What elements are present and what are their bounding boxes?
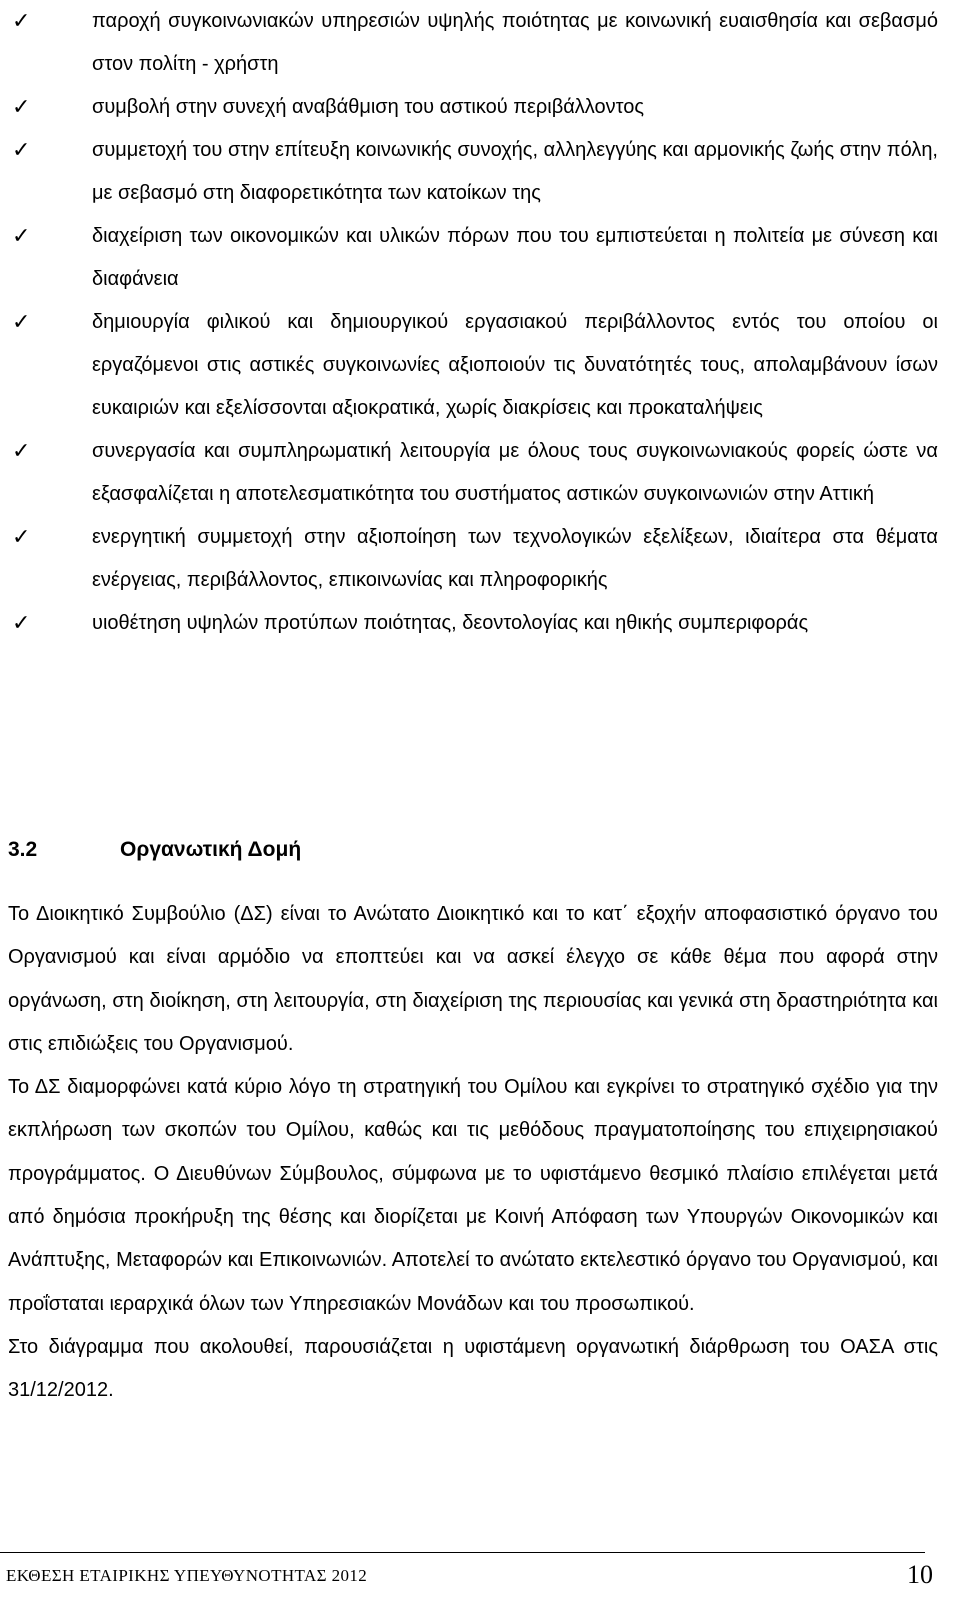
list-item-text: ενεργητική συμμετοχή στην αξιοποίηση των τεχνολογικών εξελίξεων, ιδιαίτερα στα θέματα ενέργειας, περιβάλλοντος, επικοινωνίας και πληροφορικής bbox=[92, 526, 938, 591]
checkmark-icon: ✓ bbox=[12, 525, 31, 550]
checkmark-icon: ✓ bbox=[12, 611, 31, 636]
page-number: 10 bbox=[907, 1560, 933, 1589]
checkmark-icon: ✓ bbox=[12, 224, 31, 249]
checkmark-icon: ✓ bbox=[12, 138, 31, 163]
list-item bbox=[0, 516, 960, 602]
list-item bbox=[0, 430, 960, 516]
body-text bbox=[8, 893, 938, 1413]
list-item-text: διαχείριση των οικονομικών και υλικών πόρων που του εμπιστεύεται η πολιτεία με σύνεση και διαφάνεια bbox=[92, 225, 938, 290]
section-number: 3.2 bbox=[8, 838, 38, 861]
checkmark-icon: ✓ bbox=[12, 95, 31, 120]
footer-divider bbox=[0, 1552, 925, 1553]
list-item-text: συμβολή στην συνεχή αναβάθμιση του αστικού περιβάλλοντος bbox=[92, 96, 644, 118]
paragraph: Το Διοικητικό Συμβούλιο (ΔΣ) είναι το Ανώτατο Διοικητικό και το κατ΄ εξοχήν αποφασιστικό όργανο του Οργανισμού και είναι αρμόδιο να εποπτεύει και να ασκεί έλεγχο σε κάθε θέμα που αφορά στην οργάνωση, στη διοίκηση, στη λειτουργία, στη διαχείριση της περιουσίας και γενικά στη δραστηριότητα και στις επιδιώξεις του Οργανισμού. bbox=[8, 903, 938, 1055]
list-item-text: δημιουργία φιλικού και δημιουργικού εργασιακού περιβάλλοντος εντός του οποίου οι εργαζόμενοι στις αστικές συγκοινωνίες αξιοποιούν τις δυνατότητές τους, απολαμβάνουν ίσων ευκαιριών και εξελίσσονται αξιοκρατικά, χωρίς διακρίσεις και προκαταλήψεις bbox=[92, 311, 938, 419]
objectives-checklist bbox=[0, 0, 960, 645]
checkmark-icon: ✓ bbox=[12, 439, 31, 464]
page-footer bbox=[0, 1534, 960, 1594]
section-title: Οργανωτική Δομή bbox=[120, 838, 302, 861]
paragraph: Το ΔΣ διαμορφώνει κατά κύριο λόγο τη στρατηγική του Ομίλου και εγκρίνει το στρατηγικό σχέδιο για την εκπλήρωση των σκοπών του Ομίλου, καθώς και τις μεθόδους πραγματοποίησης του επιχειρησιακού προγράμματος. Ο Διευθύνων Σύμβουλος, σύμφωνα με το υφιστάμενο θεσμικό πλαίσιο επιλέγεται μετά από δημόσια προκήρυξη της θέσης και διορίζεται με Κοινή Απόφαση των Υπουργών Οικονομικών και Ανάπτυξης, Μεταφορών και Επικοινωνιών. Αποτελεί το ανώτατο εκτελεστικό όργανο του Οργανισμού, και προΐσταται ιεραρχικά όλων των Υπηρεσιακών Μονάδων και του προσωπικού. bbox=[8, 1076, 938, 1315]
list-item bbox=[0, 0, 960, 86]
list-item bbox=[0, 129, 960, 215]
list-item bbox=[0, 602, 960, 645]
paragraph: Στο διάγραμμα που ακολουθεί, παρουσιάζεται η υφιστάμενη οργανωτική διάρθρωση του ΟΑΣΑ στις 31/12/2012. bbox=[8, 1335, 938, 1402]
list-item bbox=[0, 86, 960, 129]
list-item-text: υιοθέτηση υψηλών προτύπων ποιότητας, δεοντολογίας και ηθικής συμπεριφοράς bbox=[92, 612, 809, 634]
list-item bbox=[0, 301, 960, 430]
checkmark-icon: ✓ bbox=[12, 310, 31, 335]
section-heading bbox=[8, 825, 301, 875]
footer-title: ΕΚΘΕΣΗ ΕΤΑΙΡΙΚΗΣ ΥΠΕΥΘΥΝΟΤΗΤΑΣ 2012 bbox=[6, 1566, 368, 1585]
list-item-text: συνεργασία και συμπληρωματική λειτουργία με όλους τους συγκοινωνιακούς φορείς ώστε να εξασφαλίζεται η αποτελεσματικότητα του συστήματος αστικών συγκοινωνιών στην Αττική bbox=[92, 440, 938, 505]
checkmark-icon: ✓ bbox=[12, 9, 31, 34]
list-item-text: παροχή συγκοινωνιακών υπηρεσιών υψηλής ποιότητας με κοινωνική ευαισθησία και σεβασμό στον πολίτη - χρήστη bbox=[92, 10, 938, 75]
list-item bbox=[0, 215, 960, 301]
list-item-text: συμμετοχή του στην επίτευξη κοινωνικής συνοχής, αλληλεγγύης και αρμονικής ζωής στην πόλη, με σεβασμό στη διαφορετικότητα των κατοίκων της bbox=[92, 139, 938, 204]
